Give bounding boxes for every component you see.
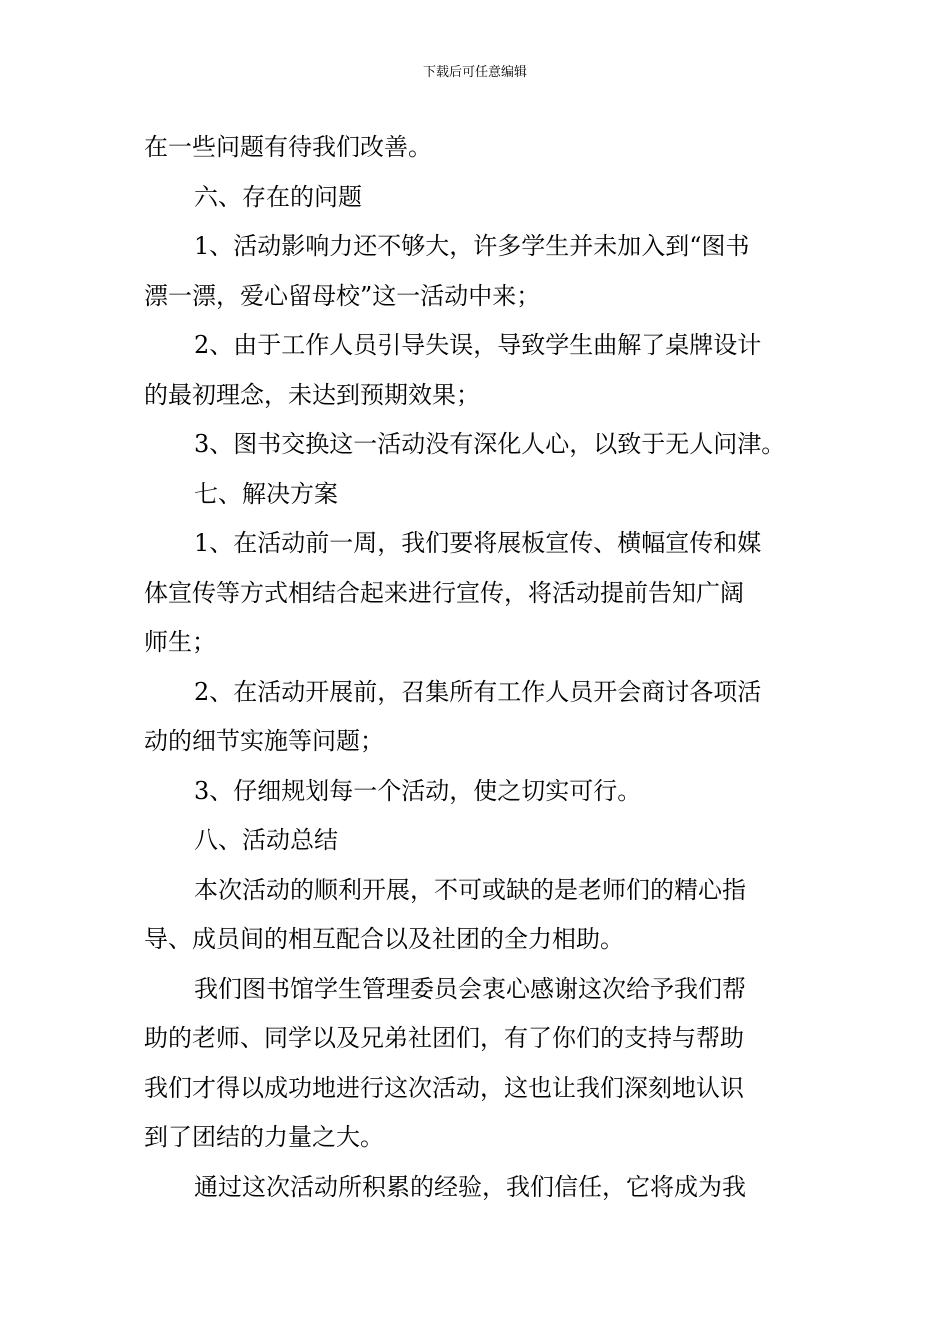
section-heading-solutions: 七、解决方案 <box>194 479 338 508</box>
text-line-4: 漂一漂，爱心留母校”这一活动中来； <box>144 281 541 310</box>
text-line-13: 动的细节实施等问题； <box>144 727 384 755</box>
text-line-7: 3、图书交换这一活动没有深化人心，以致于无人问津。 <box>194 430 786 458</box>
text-line-6: 的最初理念，未达到预期效果； <box>144 380 480 409</box>
text-line-17: 导、成员间的相互配合以及社团的全力相助。 <box>144 925 624 953</box>
text-line-5: 2、由于工作人员引导失误，导致学生曲解了桌牌设计 <box>194 331 762 359</box>
text-line-3: 1、活动影响力还不够大，许多学生并未加入到“图书 <box>194 232 750 260</box>
text-line-20: 我们才得以成功地进行这次活动，这也让我们深刻地认识 <box>144 1073 744 1102</box>
text-line-19: 助的老师、同学以及兄弟社团们，有了你们的支持与帮助 <box>144 1024 744 1052</box>
text-line-22: 通过这次活动所积累的经验，我们信任，它将成为我 <box>194 1172 746 1201</box>
text-line-9: 1、在活动前一周，我们要将展板宣传、横幅宣传和媒 <box>194 529 762 557</box>
text-line-11: 师生； <box>144 628 216 656</box>
text-line-18: 我们图书馆学生管理委员会衷心感谢这次给予我们帮 <box>194 974 746 1003</box>
section-heading-summary: 八、活动总结 <box>194 826 338 854</box>
text-line-14: 3、仔细规划每一个活动，使之切实可行。 <box>194 776 642 805</box>
text-line-16: 本次活动的顺利开展，不可或缺的是老师们的精心指 <box>194 875 746 904</box>
page-header: 下载后可任意编辑 <box>422 65 527 80</box>
text-line-12: 2、在活动开展前，召集所有工作人员开会商讨各项活 <box>194 677 762 706</box>
text-line-10: 体宣传等方式相结合起来进行宣传，将活动提前告知广阔 <box>144 578 744 607</box>
document-body <box>144 123 808 1212</box>
text-line-1: 在一些问题有待我们改善。 <box>144 133 432 161</box>
section-heading-problems: 六、存在的问题 <box>194 182 362 211</box>
text-line-21: 到了团结的力量之大。 <box>144 1123 384 1151</box>
